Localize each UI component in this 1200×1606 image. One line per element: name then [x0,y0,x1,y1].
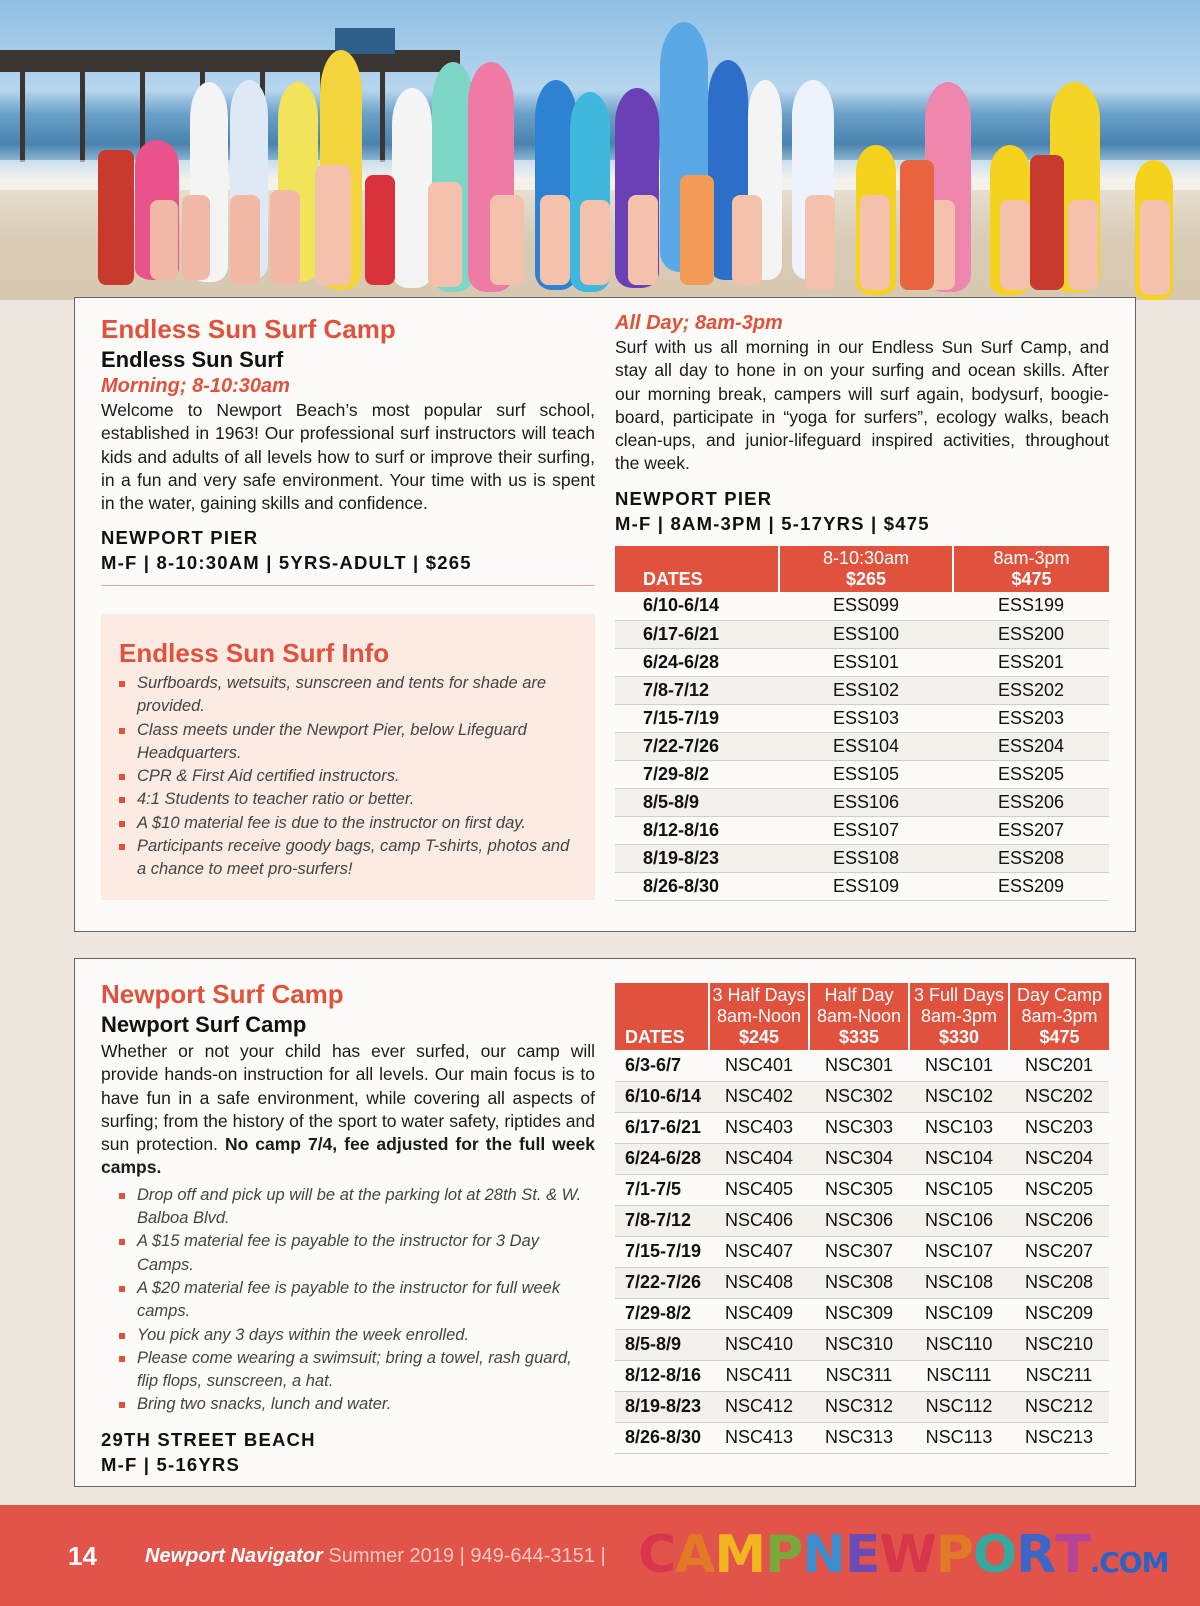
course-code-cell: NSC107 [909,1236,1009,1267]
course-code-cell: NSC102 [909,1081,1009,1112]
course-code-cell: NSC413 [709,1422,809,1453]
list-item: A $15 material fee is payable to the instructor for 3 Day Camps. [101,1230,595,1277]
logo-letter: T [1055,1525,1090,1585]
column-price: $475 [1011,569,1052,589]
list-item: CPR & First Aid certified instructors. [101,765,571,788]
table-row [615,1112,1109,1143]
info-title: Endless Sun Surf Info [119,638,390,668]
column-name: 3 Full Days [913,985,1005,1005]
course-code-cell: NSC302 [809,1081,909,1112]
table-row [615,732,1109,760]
course-code-cell: NSC408 [709,1267,809,1298]
course-code-cell: NSC312 [809,1391,909,1422]
course-code-cell: NSC313 [809,1422,909,1453]
newport-info-list [101,1184,595,1417]
course-code-cell: NSC210 [1009,1329,1109,1360]
course-code-cell: NSC303 [809,1112,909,1143]
date-cell: 7/8-7/12 [615,1205,709,1236]
logo-letter: P [765,1525,803,1585]
course-code-cell: NSC201 [1009,1050,1109,1081]
course-code-cell: ESS199 [953,592,1109,620]
camper [540,195,570,285]
logo-suffix: .COM [1089,1546,1169,1579]
camper [490,195,524,285]
course-code-cell: NSC309 [809,1298,909,1329]
table-row [615,788,1109,816]
list-item: Participants receive goody bags, camp T-shirts, photos and a chance to meet pro-surfers! [101,835,571,882]
logo-letter: C [638,1525,676,1585]
date-cell: 8/19-8/23 [615,1391,709,1422]
course-code-cell: NSC108 [909,1267,1009,1298]
table-row [615,872,1109,900]
course-code-cell: NSC304 [809,1143,909,1174]
camper [428,182,462,287]
separator: | [600,1545,606,1567]
table-header-row [615,983,1109,1050]
date-cell: 6/10-6/14 [615,1081,709,1112]
course-code-cell: ESS099 [779,592,953,620]
table-row [615,620,1109,648]
instructor [98,150,134,285]
section-divider [101,585,595,586]
dates-header: DATES [615,983,709,1050]
course-code-cell: NSC208 [1009,1267,1109,1298]
newport-surf-section [74,958,1136,1487]
description-text: Whether or not your child has ever surfed, our camp will provide hands-on instruction for all levels. Our main focus is to have fun in a safe environment, while covering all aspects of surfing; from the history of the sport to water safety, riptides and sun protection. [101,1041,595,1155]
table-row [615,1267,1109,1298]
table-row [615,592,1109,620]
column-price: $265 [845,569,887,589]
table-row [615,1174,1109,1205]
camper [182,195,210,280]
table-row [615,648,1109,676]
column-time: 8am-3pm [993,548,1070,568]
course-code-cell: NSC409 [709,1298,809,1329]
pier-leg [380,72,385,162]
page-number: 14 [68,1541,97,1571]
allday-description: Surf with us all morning in our Endless Sun Surf Camp, and stay all day to hone in on your surfing and ocean skills. After our morning break, campers will surf again, bodysurf, boogie-board, participate in “yoga for surfers”, ecology walks, beach clean-ups, and junior-lifeguard inspired activities, throughout the week. [615,337,1109,474]
allday-time: All Day; 8am-3pm [615,312,783,334]
camper [860,195,890,290]
course-code-cell: NSC104 [909,1143,1009,1174]
date-cell: 6/17-6/21 [615,1112,709,1143]
column-name: Day Camp [1016,985,1103,1005]
course-code-cell: NSC202 [1009,1081,1109,1112]
camper [628,195,658,285]
column-header [709,983,809,1050]
morning-description: Welcome to Newport Beach’s most popular surf school, established in 1963! Our professional surf instructors will teach kids and adults of all levels how to surf or improve their surfing, in a fun and very safe environment. Your time with us is spent in the water, gaining skills and confidence. [101,400,595,514]
logo-letter: P [935,1525,973,1585]
date-cell: 7/15-7/19 [615,704,779,732]
table-row [615,1236,1109,1267]
table-row [615,816,1109,844]
instructor [1030,155,1064,290]
date-cell: 8/12-8/16 [615,816,779,844]
logo-letter: N [802,1525,845,1585]
table-row [615,676,1109,704]
column-price: $335 [838,1027,880,1047]
list-item: A $20 material fee is payable to the instructor for full week camps. [101,1277,595,1324]
date-cell: 8/5-8/9 [615,788,779,816]
page-footer [0,1505,1200,1606]
morning-location: NEWPORT PIER [101,527,259,549]
date-cell: 8/5-8/9 [615,1329,709,1360]
course-code-cell: NSC403 [709,1112,809,1143]
column-price: $330 [938,1027,980,1047]
date-cell: 6/24-6/28 [615,1143,709,1174]
column-header [953,546,1109,592]
allday-location: NEWPORT PIER [615,487,773,509]
table-row [615,1050,1109,1081]
course-code-cell: ESS107 [779,816,953,844]
course-code-cell: NSC112 [909,1391,1009,1422]
course-code-cell: ESS206 [953,788,1109,816]
course-code-cell: NSC310 [809,1329,909,1360]
season: Summer 2019 [328,1545,454,1567]
date-cell: 8/19-8/23 [615,844,779,872]
course-code-cell: NSC410 [709,1329,809,1360]
info-box [101,614,595,900]
table-row [615,1143,1109,1174]
date-cell: 6/17-6/21 [615,620,779,648]
date-cell: 7/29-8/2 [615,1298,709,1329]
course-code-cell: ESS104 [779,732,953,760]
endless-table-body [615,592,1109,900]
logo-text [638,1525,1090,1585]
course-code-cell: NSC203 [1009,1112,1109,1143]
course-code-cell: ESS101 [779,648,953,676]
course-code-cell: NSC405 [709,1174,809,1205]
date-cell: 6/24-6/28 [615,648,779,676]
hero-photo [0,0,1200,300]
column-price: $245 [738,1027,780,1047]
course-code-cell: ESS100 [779,620,953,648]
column-time: 8am-Noon [816,1006,902,1026]
morning-time: Morning; 8-10:30am [101,375,290,397]
list-item: Bring two snacks, lunch and water. [101,1393,595,1416]
camper [732,195,762,285]
course-code-cell: ESS204 [953,732,1109,760]
course-code-cell: NSC401 [709,1050,809,1081]
logo-letter: E [844,1525,880,1585]
course-code-cell: ESS106 [779,788,953,816]
course-code-cell: NSC209 [1009,1298,1109,1329]
camper [805,195,835,290]
logo-letter: M [714,1525,766,1585]
logo-letter: R [1016,1525,1056,1585]
info-list [101,672,571,882]
course-code-cell: NSC206 [1009,1205,1109,1236]
table-row [615,1081,1109,1112]
endless-schedule-table [615,546,1109,901]
column-header [779,546,953,592]
pier-leg [20,72,25,162]
camper [1140,200,1170,295]
camper [150,200,178,280]
logo-letter: A [675,1525,715,1585]
newport-schedule-table [615,983,1109,1454]
list-item: Drop off and pick up will be at the parking lot at 28th St. & W. Balboa Blvd. [101,1184,595,1231]
date-cell: 6/10-6/14 [615,592,779,620]
course-code-cell: NSC306 [809,1205,909,1236]
course-code-cell: NSC101 [909,1050,1009,1081]
newport-location: 29TH STREET BEACH [101,1428,316,1450]
course-code-cell: NSC211 [1009,1360,1109,1391]
pier-leg [80,72,85,162]
course-code-cell: ESS102 [779,676,953,704]
course-code-cell: ESS109 [779,872,953,900]
endless-title: Endless Sun Surf Camp [101,314,396,344]
list-item: A $10 material fee is due to the instructor on first day. [101,812,571,835]
list-item: Class meets under the Newport Pier, below Lifeguard Headquarters. [101,719,571,766]
column-name: 3 Half Days [712,985,806,1005]
surfboard [392,88,432,288]
course-code-cell: NSC111 [909,1360,1009,1391]
column-time: 8-10:30am [822,548,910,568]
course-code-cell: NSC307 [809,1236,909,1267]
table-row [615,844,1109,872]
table-row [615,1298,1109,1329]
newport-table-body [615,1050,1109,1453]
date-cell: 7/1-7/5 [615,1174,709,1205]
course-code-cell: ESS201 [953,648,1109,676]
course-code-cell: NSC212 [1009,1391,1109,1422]
table-row [615,704,1109,732]
camp-newport-logo[interactable] [638,1525,1168,1585]
endless-program-name: Endless Sun Surf [101,347,284,372]
column-header [909,983,1009,1050]
date-cell: 6/3-6/7 [615,1050,709,1081]
dates-header: DATES [615,546,779,592]
course-code-cell: NSC207 [1009,1236,1109,1267]
instructor [900,160,934,290]
column-time: 8am-3pm [920,1006,998,1026]
course-code-cell: NSC402 [709,1081,809,1112]
newport-title: Newport Surf Camp [101,979,344,1009]
camper [1068,200,1098,290]
newport-program-name: Newport Surf Camp [101,1012,307,1037]
date-cell: 7/15-7/19 [615,1236,709,1267]
column-time: 8am-Noon [716,1006,802,1026]
date-cell: 8/26-8/30 [615,872,779,900]
description-notice: No camp 7/4, fee adjusted for the full week camps. [101,1134,595,1178]
course-code-cell: NSC411 [709,1360,809,1391]
course-code-cell: NSC110 [909,1329,1009,1360]
course-code-cell: ESS203 [953,704,1109,732]
morning-details: M-F | 8-10:30AM | 5YRS-ADULT | $265 [101,552,472,574]
column-price: $475 [1039,1027,1080,1047]
list-item: Please come wearing a swimsuit; bring a towel, rash guard, flip flops, sunscreen, a hat. [101,1347,595,1394]
course-code-cell: ESS200 [953,620,1109,648]
course-code-cell: NSC106 [909,1205,1009,1236]
camper [315,165,351,285]
course-code-cell: NSC109 [909,1298,1009,1329]
date-cell: 7/29-8/2 [615,760,779,788]
date-cell: 8/26-8/30 [615,1422,709,1453]
table-row [615,1205,1109,1236]
course-code-cell: NSC113 [909,1422,1009,1453]
list-item: You pick any 3 days within the week enrolled. [101,1324,595,1347]
table-row [615,1422,1109,1453]
endless-sun-section [74,297,1136,932]
camper [680,175,714,285]
camper [230,195,260,285]
camper [270,190,300,285]
date-cell: 8/12-8/16 [615,1360,709,1391]
date-cell: 7/8-7/12 [615,676,779,704]
column-header [809,983,909,1050]
logo-letter: O [972,1525,1017,1585]
course-code-cell: ESS207 [953,816,1109,844]
list-item: 4:1 Students to teacher ratio or better. [101,788,571,811]
camper [365,175,395,285]
course-code-cell: NSC412 [709,1391,809,1422]
column-header [1009,983,1109,1050]
table-row [615,1360,1109,1391]
course-code-cell: NSC205 [1009,1174,1109,1205]
column-time: 8am-3pm [1021,1006,1098,1026]
course-code-cell: ESS108 [779,844,953,872]
course-code-cell: NSC406 [709,1205,809,1236]
date-cell: 7/22-7/26 [615,1267,709,1298]
table-row [615,760,1109,788]
camper [1000,200,1030,290]
course-code-cell: NSC308 [809,1267,909,1298]
course-code-cell: NSC305 [809,1174,909,1205]
course-code-cell: NSC103 [909,1112,1009,1143]
logo-letter: W [879,1525,936,1585]
course-code-cell: NSC404 [709,1143,809,1174]
phone-number: 949-644-3151 [470,1545,595,1567]
course-code-cell: NSC213 [1009,1422,1109,1453]
publication-name: Newport Navigator [145,1545,323,1567]
column-name: Half Day [824,985,894,1005]
course-code-cell: NSC311 [809,1360,909,1391]
course-code-cell: NSC301 [809,1050,909,1081]
allday-details: M-F | 8AM-3PM | 5-17YRS | $475 [615,512,930,534]
date-cell: 7/22-7/26 [615,732,779,760]
course-code-cell: ESS209 [953,872,1109,900]
table-row [615,1391,1109,1422]
list-item: Surfboards, wetsuits, sunscreen and tents for shade are provided. [101,672,571,719]
camper [580,200,610,285]
course-code-cell: ESS202 [953,676,1109,704]
course-code-cell: ESS208 [953,844,1109,872]
course-code-cell: ESS103 [779,704,953,732]
table-row [615,1329,1109,1360]
table-header-row [615,546,1109,592]
course-code-cell: ESS205 [953,760,1109,788]
course-code-cell: NSC204 [1009,1143,1109,1174]
footer-info [145,1545,606,1568]
newport-description [101,1040,595,1180]
course-code-cell: ESS105 [779,760,953,788]
course-code-cell: NSC105 [909,1174,1009,1205]
separator: | [459,1545,465,1567]
newport-details: M-F | 5-16YRS [101,1453,240,1475]
course-code-cell: NSC407 [709,1236,809,1267]
